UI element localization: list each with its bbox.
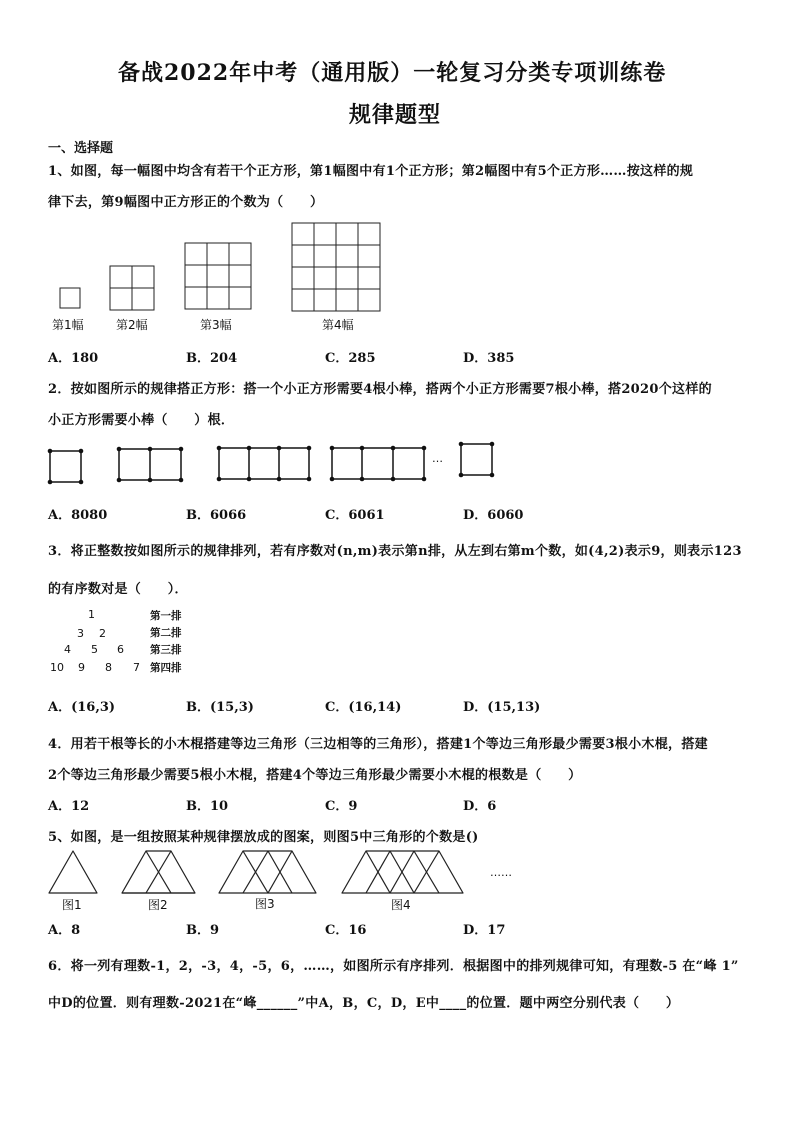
q3-number: 10 (50, 661, 64, 674)
q1-text-line2: 律下去，第9幅图中正方形正的个数为（ ） (48, 195, 324, 210)
q4-option-a[interactable]: A．12 (48, 799, 90, 814)
q3-text-line2: 的有序数对是（ ）． (48, 582, 188, 597)
page-title: 备战2022年中考（通用版）一轮复习分类专项训练卷 (118, 60, 667, 86)
q4-option-d[interactable]: D．6 (463, 799, 497, 814)
q5-caption-2: 图2 (148, 898, 168, 912)
q3-number: 9 (78, 661, 85, 674)
q4-text-line2: 2个等边三角形最少需要5根小木棍，搭建4个等边三角形最少需要小木棍的根数是（ ） (48, 768, 582, 783)
q2-text-line2: 小正方形需要小棒（ ）根． (48, 413, 235, 428)
q3-number: 8 (105, 661, 112, 674)
q5-caption-3: 图3 (255, 897, 275, 911)
q5-caption-4: 图4 (391, 898, 411, 912)
q3-number: 2 (99, 627, 106, 640)
q5-text-line1: 5、如图，是一组按照某种规律摆放成的图案，则图5中三角形的个数是() (48, 830, 479, 845)
q3-option-b[interactable]: B．(15,3) (186, 700, 254, 715)
q5-option-d[interactable]: D．17 (463, 923, 506, 938)
q5-option-b[interactable]: B．9 (186, 923, 220, 938)
q3-option-a[interactable]: A．(16,3) (48, 700, 116, 715)
q2-option-c[interactable]: C．6061 (325, 508, 385, 523)
q1-option-b[interactable]: B．204 (186, 351, 238, 366)
page-subtitle: 规律题型 (349, 102, 442, 128)
q2-option-d[interactable]: D．6060 (463, 508, 524, 523)
q1-option-c[interactable]: C．285 (325, 351, 376, 366)
q2-text-line1: 2．按如图所示的规律搭正方形：搭一个小正方形需要4根小棒，搭两个小正方形需要7根小棒，搭2020个这样的 (48, 382, 712, 397)
q1-caption-4: 第4幅 (322, 318, 354, 332)
q3-number: 5 (91, 643, 98, 656)
q5-option-c[interactable]: C．16 (325, 923, 367, 938)
q1-caption-2: 第2幅 (116, 318, 148, 332)
q3-number: 1 (88, 608, 95, 621)
q4-option-b[interactable]: B．10 (186, 799, 229, 814)
q2-option-a[interactable]: A．8080 (48, 508, 108, 523)
q6-text-line1: 6．将一列有理数-1，2，-3，4，-5，6，……，如图所示有序排列．根据图中的排列规律可知，有理数-5 在“峰 1” (48, 959, 739, 974)
q6-text-line2: 中D的位置．则有理数-2021在“峰______”中A，B，C，D，E中____的位置．题中两空分别代表（ ） (48, 996, 680, 1011)
q4-option-c[interactable]: C．9 (325, 799, 358, 814)
q3-option-d[interactable]: D．(15,13) (463, 700, 541, 715)
q2-ellipsis: … (432, 452, 443, 465)
q1-caption-3: 第3幅 (200, 318, 232, 332)
q5-caption-1: 图1 (62, 898, 82, 912)
q1-option-d[interactable]: D．385 (463, 351, 515, 366)
q3-number: 3 (77, 627, 84, 640)
q3-number: 4 (64, 643, 71, 656)
q3-row-label: 第一排 (150, 610, 182, 622)
q5-ellipsis: …… (490, 866, 512, 879)
q1-option-a[interactable]: A．180 (48, 351, 99, 366)
q3-row-label: 第四排 (150, 662, 182, 674)
q2-option-b[interactable]: B．6066 (186, 508, 247, 523)
q3-number: 6 (117, 643, 124, 656)
q3-number: 7 (133, 661, 140, 674)
section-heading: 一、选择题 (48, 141, 114, 156)
q4-text-line1: 4．用若干根等长的小木棍搭建等边三角形（三边相等的三角形），搭建1个等边三角形最少需要3根小木棍，搭建 (48, 737, 708, 752)
q1-text-line1: 1、如图，每一幅图中均含有若干个正方形，第1幅图中有1个正方形；第2幅图中有5个正方形……按这样的规 (48, 164, 694, 179)
q5-option-a[interactable]: A．8 (48, 923, 81, 938)
q3-option-c[interactable]: C．(16,14) (325, 700, 402, 715)
q3-row-label: 第二排 (150, 627, 182, 639)
q3-row-label: 第三排 (150, 644, 182, 656)
q3-text-line1: 3．将正整数按如图所示的规律排列，若有序数对(n,m)表示第n排，从左到右第m个数，如(4,2)表示9，则表示123 (48, 544, 742, 559)
q1-caption-1: 第1幅 (52, 318, 84, 332)
